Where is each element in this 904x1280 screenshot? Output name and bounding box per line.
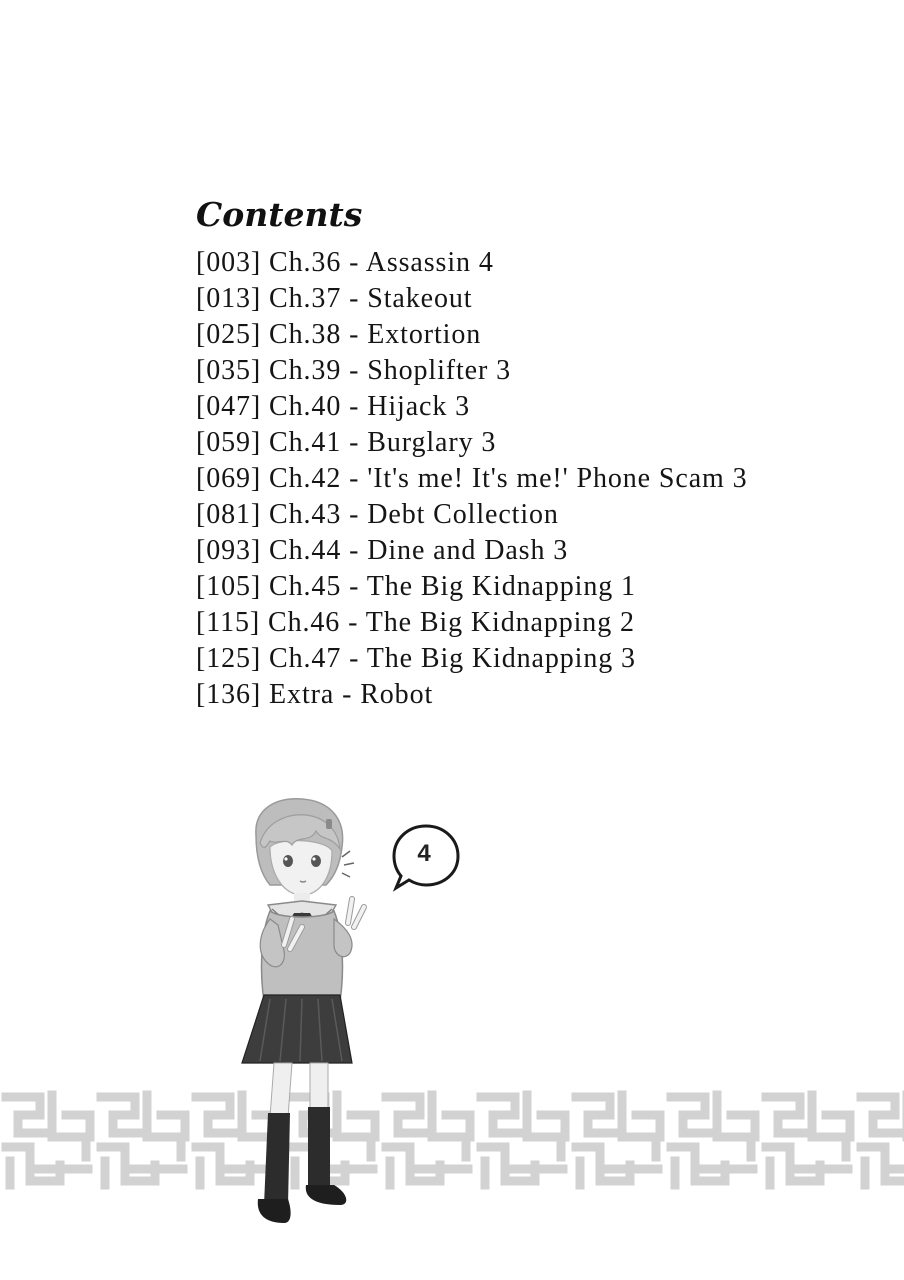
contents-item: [125] Ch.47 - The Big Kidnapping 3 — [196, 643, 636, 674]
contents-item: [035] Ch.39 - Shoplifter 3 — [196, 355, 512, 386]
contents-item: [025] Ch.38 - Extortion — [196, 319, 482, 350]
contents-item: [013] Ch.37 - Stakeout — [196, 283, 473, 314]
contents-title: Contents — [196, 195, 363, 234]
contents-item: [093] Ch.44 - Dine and Dash 3 — [196, 535, 569, 566]
schoolgirl-illustration — [230, 795, 380, 1235]
contents-item: [115] Ch.46 - The Big Kidnapping 2 — [196, 607, 635, 638]
contents-item: [059] Ch.41 - Burglary 3 — [196, 427, 497, 458]
decorative-pattern-band — [0, 1083, 904, 1195]
contents-item: [136] Extra - Robot — [196, 679, 434, 710]
contents-list — [196, 245, 748, 713]
speech-bubble-text: 4 — [417, 840, 431, 867]
contents-item: [105] Ch.45 - The Big Kidnapping 1 — [196, 571, 636, 602]
contents-item: [047] Ch.40 - Hijack 3 — [196, 391, 471, 422]
contents-item: [081] Ch.43 - Debt Collection — [196, 499, 559, 530]
contents-item: [069] Ch.42 - 'It's me! It's me!' Phone Scam 3 — [196, 463, 748, 494]
contents-item: [003] Ch.36 - Assassin 4 — [196, 247, 494, 278]
